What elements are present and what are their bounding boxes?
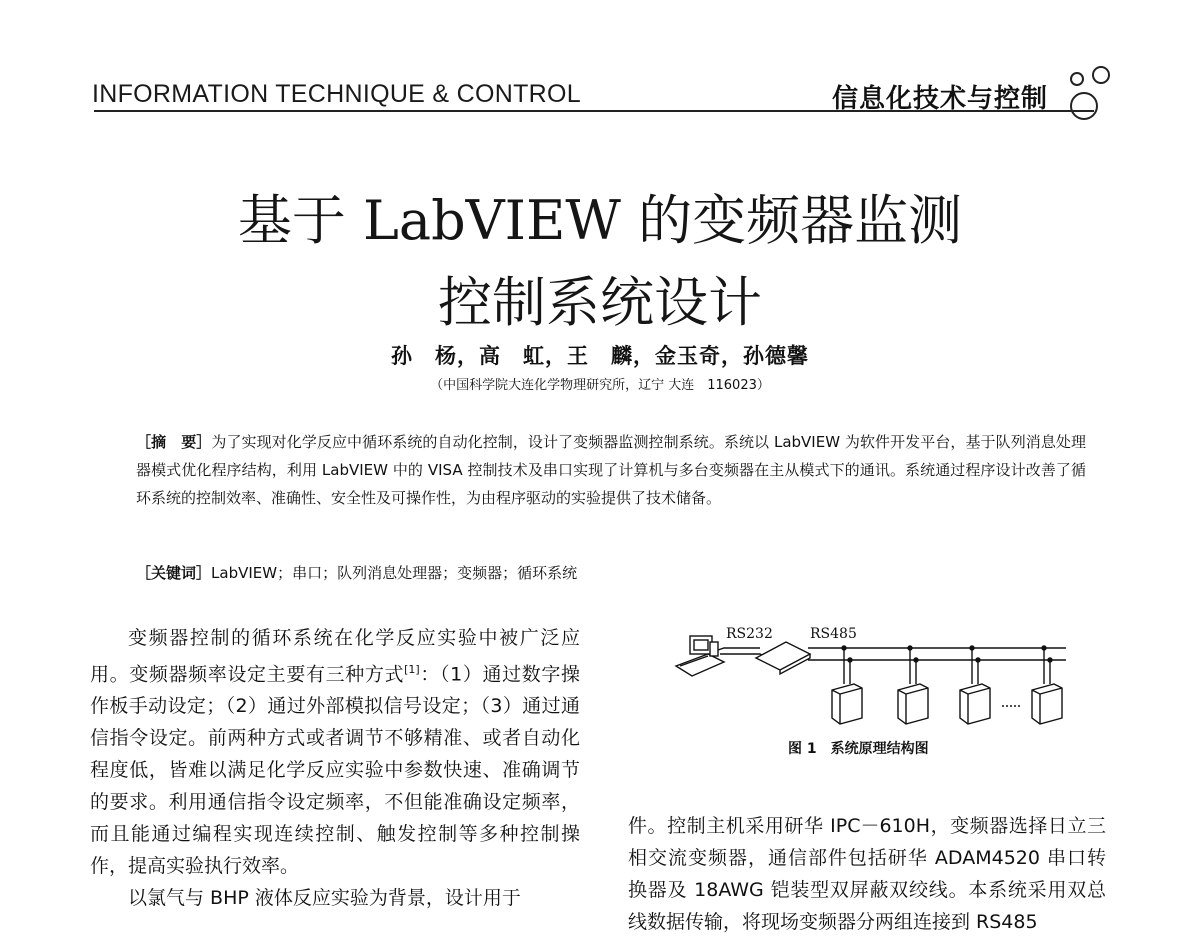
body-left-column [90, 622, 580, 914]
affiliation: （中国科学院大连化学物理研究所，辽宁 大连 116023） [430, 378, 770, 393]
body-right-column [628, 810, 1106, 938]
inverter-drive-2 [898, 646, 928, 724]
running-header-cn: 信息化技术与控制 [832, 84, 1049, 114]
system-structure-figure [668, 614, 1088, 734]
keywords-label: ［关键词］ [136, 564, 212, 582]
converter-icon [756, 642, 810, 670]
keywords-text: LabVIEW；串口；队列消息处理器；变频器；循环系统 [211, 564, 578, 582]
abstract-label: ［摘 要］ [136, 433, 212, 451]
figure-caption: 图 1 系统原理结构图 [788, 741, 929, 757]
inverter-drive-1 [832, 646, 862, 724]
authors: 孙 杨，高 虹，王 麟，金玉奇，孙德馨 [391, 344, 809, 368]
body-paragraph-2: 以氯气与 BHP 液体反应实验为背景，设计用于 [128, 887, 521, 910]
paper-title-line1: 基于 LabVIEW 的变频器监测 [237, 189, 963, 252]
section-ornament-icon [1064, 64, 1124, 124]
rs232-label: RS232 [726, 626, 773, 642]
abstract [136, 428, 1086, 512]
body-right-paragraph: 件。控制主机采用研华 IPC－610H，变频器选择日立三相交流变频器，通信部件包括研华 ADAM4520 串口转换器及 18AWG 铠装型双屏蔽双绞线。本系统采用双总线数据传输，将现场变频器分两组连接到 RS485 [628, 815, 1106, 933]
citation-ref: [1] [404, 663, 420, 676]
rs485-label: RS485 [810, 626, 857, 642]
computer-icon [676, 636, 724, 676]
inverter-drive-3 [960, 646, 990, 724]
inverter-drive-n [1032, 646, 1062, 724]
body-paragraph-1: 变频器控制的循环系统在化学反应实验中被广泛应用。变频器频率设定主要有三种方式[1]：（1）通过数字操作板手动设定；（2）通过外部模拟信号设定；（3）通过通信指令设定。前两种方式或者调节不够精准、或者自动化程度低，皆难以满足化学反应实验中参数快速、准确调节的要求。利用通信指令设定频率，不但能准确设定频率，而且能通过编程实现连续控制、触发控制等多种控制操作，提高实验执行效率。 [90, 627, 580, 878]
paper-title-line2: 控制系统设计 [438, 271, 762, 334]
abstract-text: 为了实现对化学反应中循环系统的自动化控制，设计了变频器监测控制系统。系统以 LabVIEW 为软件开发平台，基于队列消息处理器模式优化程序结构，利用 LabVIEW 中的 VISA 控制技术及串口实现了计算机与多台变频器在主从模式下的通讯。系统通过程序设计改善了循环系统的控制效率、准确性、安全性及可操作性，为由程序驱动的实验提供了技术储备。 [136, 433, 1086, 507]
running-header-en: INFORMATION TECHNIQUE & CONTROL [92, 80, 581, 108]
keywords [136, 562, 1086, 583]
